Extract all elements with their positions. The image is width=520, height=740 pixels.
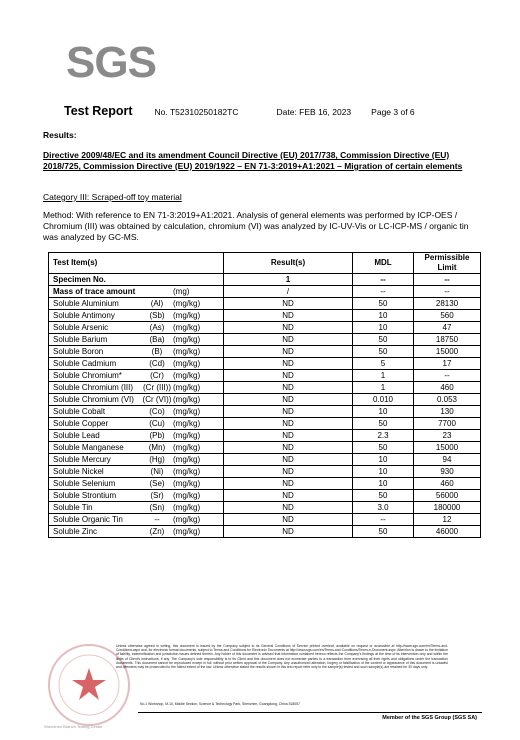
element-cell	[49, 346, 224, 358]
element-name: Soluble Mercury	[53, 454, 111, 464]
element-result: ND	[224, 382, 353, 394]
element-limit: 12	[414, 514, 481, 526]
element-mdl: 50	[353, 442, 414, 454]
table-row	[49, 490, 481, 502]
element-limit: --	[414, 370, 481, 382]
element-result: ND	[224, 502, 353, 514]
element-symbol: (As)	[149, 322, 165, 332]
element-cell	[49, 478, 224, 490]
element-unit: (mg/kg)	[173, 346, 201, 356]
element-cell	[49, 418, 224, 430]
element-limit: 56000	[414, 490, 481, 502]
element-limit: 15000	[414, 442, 481, 454]
element-result: ND	[224, 358, 353, 370]
disclaimer-text: Unless otherwise agreed in writing, this document is issued by the Company subject to its General Conditions of Service printed overleaf, available on request or accessible at http://www.sgs.com/en/Terms-and-Conditions.aspx and, for electronic format documents, subject to Terms and Conditions for Electronic Documents at http://www.sgs.com/en/Terms-and-Conditions/Terms-e-Document.aspx. Attention is drawn to the limitation of liability, indemnification and jurisdiction issues defined therein. Any holder of this document is advised that information contained hereon reflects the Company's findings at the time of its intervention only and within the limits of Client's instructions, if any. The Company's sole responsibility is to its Client and this document does not exonerate parties to a transaction from exercising all their rights and obligations under the transaction documents. This document cannot be reproduced except in full, without prior written approval of the Company. Any unauthorized alteration, forgery or falsification of the content or appearance of this document is unlawful and offenders may be prosecuted to the fullest extent of the law. Unless otherwise stated the results shown in this test report refer only to the sample(s) tested and such sample(s) are retained for 30 days only.	[116, 644, 448, 670]
element-symbol: (Sr)	[150, 490, 164, 500]
element-cell	[49, 358, 224, 370]
element-mdl: 3.0	[353, 502, 414, 514]
element-mdl: 10	[353, 478, 414, 490]
element-symbol: (Ni)	[150, 466, 164, 476]
table-row	[49, 526, 481, 538]
table-row	[49, 406, 481, 418]
table-row	[49, 502, 481, 514]
element-mdl: 2.3	[353, 430, 414, 442]
element-limit: 460	[414, 382, 481, 394]
element-mdl: --	[353, 514, 414, 526]
element-name: Soluble Tin	[53, 502, 93, 512]
element-name: Soluble Lead	[53, 430, 100, 440]
element-limit: 94	[414, 454, 481, 466]
element-limit: 180000	[414, 502, 481, 514]
table-row	[49, 478, 481, 490]
element-unit: (mg/kg)	[173, 502, 201, 512]
element-name: Soluble Chromium*	[53, 370, 122, 380]
mass-label: Mass of trace amount	[53, 286, 136, 296]
report-header	[64, 104, 480, 124]
mass-row	[49, 286, 481, 298]
element-result: ND	[224, 406, 353, 418]
element-mdl: 10	[353, 310, 414, 322]
footer-divider	[138, 712, 482, 713]
element-cell	[49, 514, 224, 526]
element-mdl: 10	[353, 322, 414, 334]
element-unit: (mg/kg)	[173, 478, 201, 488]
category-label: Category III: Scraped-off toy material	[43, 192, 182, 202]
element-result: ND	[224, 394, 353, 406]
element-symbol: (Ba)	[149, 334, 165, 344]
element-limit: 18750	[414, 334, 481, 346]
results-label: Results:	[43, 130, 77, 140]
element-symbol: (Se)	[149, 478, 165, 488]
element-symbol: (Cr (VI))	[142, 394, 172, 404]
element-unit: (mg/kg)	[173, 298, 201, 308]
mass-result: /	[224, 286, 353, 298]
element-limit: 460	[414, 478, 481, 490]
element-cell	[49, 430, 224, 442]
element-mdl: 50	[353, 418, 414, 430]
element-symbol: (Cd)	[149, 358, 165, 368]
element-cell	[49, 502, 224, 514]
element-name: Soluble Strontium	[53, 490, 117, 500]
table-row	[49, 394, 481, 406]
element-mdl: 50	[353, 526, 414, 538]
element-name: Soluble Cadmium	[53, 358, 117, 368]
element-limit: 46000	[414, 526, 481, 538]
element-result: ND	[224, 298, 353, 310]
table-row	[49, 454, 481, 466]
element-name: Soluble Cobalt	[53, 406, 106, 416]
element-mdl: 50	[353, 346, 414, 358]
element-mdl: 0.010	[353, 394, 414, 406]
element-result: ND	[224, 430, 353, 442]
element-name: Soluble Arsenic	[53, 322, 109, 332]
element-mdl: 50	[353, 334, 414, 346]
element-mdl: 5	[353, 358, 414, 370]
element-name: Soluble Selenium	[53, 478, 116, 488]
address-text: No.1 Workshop, M-10, Middle Section, Science & Technology Park, Shenzhen, Guangdong, China 518057	[140, 702, 300, 706]
mass-unit: (mg)	[173, 286, 190, 296]
element-result: ND	[224, 514, 353, 526]
element-result: ND	[224, 478, 353, 490]
header-result: Result(s)	[224, 253, 353, 274]
element-cell	[49, 442, 224, 454]
element-unit: (mg/kg)	[173, 514, 201, 524]
element-result: ND	[224, 454, 353, 466]
element-result: ND	[224, 526, 353, 538]
header-limit: Permissible Limit	[414, 253, 481, 274]
table-row	[49, 466, 481, 478]
table-row	[49, 514, 481, 526]
element-symbol: (Mn)	[148, 442, 166, 452]
specimen-result: 1	[224, 274, 353, 286]
sgs-member-text: Member of the SGS Group (SGS SA)	[382, 715, 477, 721]
element-unit: (mg/kg)	[173, 442, 201, 452]
element-mdl: 50	[353, 490, 414, 502]
element-unit: (mg/kg)	[173, 454, 201, 464]
element-symbol: (Al)	[150, 298, 164, 308]
report-title: Test Report	[64, 104, 133, 118]
element-mdl: 1	[353, 382, 414, 394]
header-test-item: Test Item(s)	[49, 253, 224, 274]
element-unit: (mg/kg)	[173, 382, 201, 392]
element-limit: 560	[414, 310, 481, 322]
mass-label-cell	[49, 286, 224, 298]
element-cell	[49, 526, 224, 538]
table-row	[49, 418, 481, 430]
table-row	[49, 334, 481, 346]
specimen-mdl: --	[353, 274, 414, 286]
method-text: Method: With reference to EN 71-3:2019+A1:2021. Analysis of general elements was performed by ICP-OES / Chromium (III) was obtained by calculation, chromium (VI) was analyzed by IC-UV-Vis or LC-ICP-MS / organic tin was analyzed by GC-MS.	[43, 210, 469, 242]
element-unit: (mg/kg)	[173, 430, 201, 440]
element-result: ND	[224, 370, 353, 382]
mass-mdl: --	[353, 286, 414, 298]
table-row	[49, 346, 481, 358]
element-name: Soluble Chromium (III)	[53, 382, 134, 392]
element-unit: (mg/kg)	[173, 490, 201, 500]
element-name: Soluble Boron	[53, 346, 104, 356]
sgs-logo-text: SGS	[66, 38, 156, 87]
specimen-label: Specimen No.	[49, 274, 224, 286]
element-cell	[49, 382, 224, 394]
report-date: Date: FEB 16, 2023	[276, 107, 352, 117]
specimen-limit: --	[414, 274, 481, 286]
element-cell	[49, 370, 224, 382]
element-name: Soluble Copper	[53, 418, 109, 428]
element-unit: (mg/kg)	[173, 406, 201, 416]
element-unit: (mg/kg)	[173, 466, 201, 476]
element-cell	[49, 454, 224, 466]
table-row	[49, 322, 481, 334]
element-unit: (mg/kg)	[173, 310, 201, 320]
sgs-logo	[66, 38, 156, 88]
element-result: ND	[224, 322, 353, 334]
element-limit: 130	[414, 406, 481, 418]
element-result: ND	[224, 310, 353, 322]
table-row	[49, 430, 481, 442]
element-limit: 930	[414, 466, 481, 478]
element-unit: (mg/kg)	[173, 526, 201, 536]
element-symbol: (Cr (III))	[143, 382, 171, 392]
element-symbol: (Cr)	[150, 370, 164, 380]
table-row	[49, 298, 481, 310]
table-row	[49, 358, 481, 370]
element-limit: 15000	[414, 346, 481, 358]
element-name: Soluble Antimony	[53, 310, 115, 320]
element-mdl: 1	[353, 370, 414, 382]
element-unit: (mg/kg)	[173, 358, 201, 368]
element-result: ND	[224, 466, 353, 478]
element-symbol: (Pb)	[149, 430, 165, 440]
element-result: ND	[224, 442, 353, 454]
element-mdl: 50	[353, 298, 414, 310]
element-name: Soluble Chromium (VI)	[53, 394, 134, 404]
element-cell	[49, 310, 224, 322]
element-unit: (mg/kg)	[173, 394, 201, 404]
mass-limit: --	[414, 286, 481, 298]
element-limit: 17	[414, 358, 481, 370]
page-number: Page 3 of 6	[371, 107, 415, 117]
element-name: Soluble Aluminium	[53, 298, 119, 308]
element-name: Soluble Zinc	[53, 526, 98, 536]
element-result: ND	[224, 418, 353, 430]
element-name: Soluble Organic Tin	[53, 514, 123, 524]
table-row	[49, 382, 481, 394]
element-symbol: --	[154, 514, 160, 524]
element-unit: (mg/kg)	[173, 334, 201, 344]
header-mdl: MDL	[353, 253, 414, 274]
element-limit: 28130	[414, 298, 481, 310]
element-mdl: 10	[353, 406, 414, 418]
element-mdl: 10	[353, 466, 414, 478]
element-result: ND	[224, 346, 353, 358]
element-cell	[49, 394, 224, 406]
element-name: Soluble Barium	[53, 334, 108, 344]
element-symbol: (Sb)	[149, 310, 165, 320]
element-result: ND	[224, 334, 353, 346]
stamp-caption: Shenzhen Branch Testing Center	[44, 724, 103, 729]
element-result: ND	[224, 490, 353, 502]
element-unit: (mg/kg)	[173, 322, 201, 332]
element-limit: 47	[414, 322, 481, 334]
report-number: No. T52310250182TC	[154, 107, 239, 117]
element-symbol: (Sn)	[149, 502, 165, 512]
element-symbol: (Co)	[149, 406, 165, 416]
element-cell	[49, 298, 224, 310]
table-row	[49, 370, 481, 382]
element-symbol: (Zn)	[149, 526, 165, 536]
element-cell	[49, 490, 224, 502]
element-symbol: (B)	[151, 346, 163, 356]
table-header-row	[49, 253, 481, 274]
table-row	[49, 310, 481, 322]
element-limit: 23	[414, 430, 481, 442]
element-limit: 0.053	[414, 394, 481, 406]
element-limit: 7700	[414, 418, 481, 430]
results-table	[48, 252, 481, 538]
element-symbol: (Cu)	[149, 418, 165, 428]
element-mdl: 10	[353, 454, 414, 466]
table-row	[49, 442, 481, 454]
element-cell	[49, 322, 224, 334]
element-unit: (mg/kg)	[173, 418, 201, 428]
element-unit: (mg/kg)	[173, 370, 201, 380]
element-cell	[49, 334, 224, 346]
directive-title: Directive 2009/48/EC and its amendment Council Directive (EU) 2017/738, Commission Directive (EU) 2018/725, Commission Directive (EU) 2019/1922 – EN 71-3:2019+A1:2021 – Migration of certain elements	[43, 150, 463, 171]
element-name: Soluble Nickel	[53, 466, 104, 476]
element-cell	[49, 406, 224, 418]
element-name: Soluble Manganese	[53, 442, 124, 452]
specimen-row	[49, 274, 481, 286]
element-symbol: (Hg)	[149, 454, 165, 464]
element-cell	[49, 466, 224, 478]
